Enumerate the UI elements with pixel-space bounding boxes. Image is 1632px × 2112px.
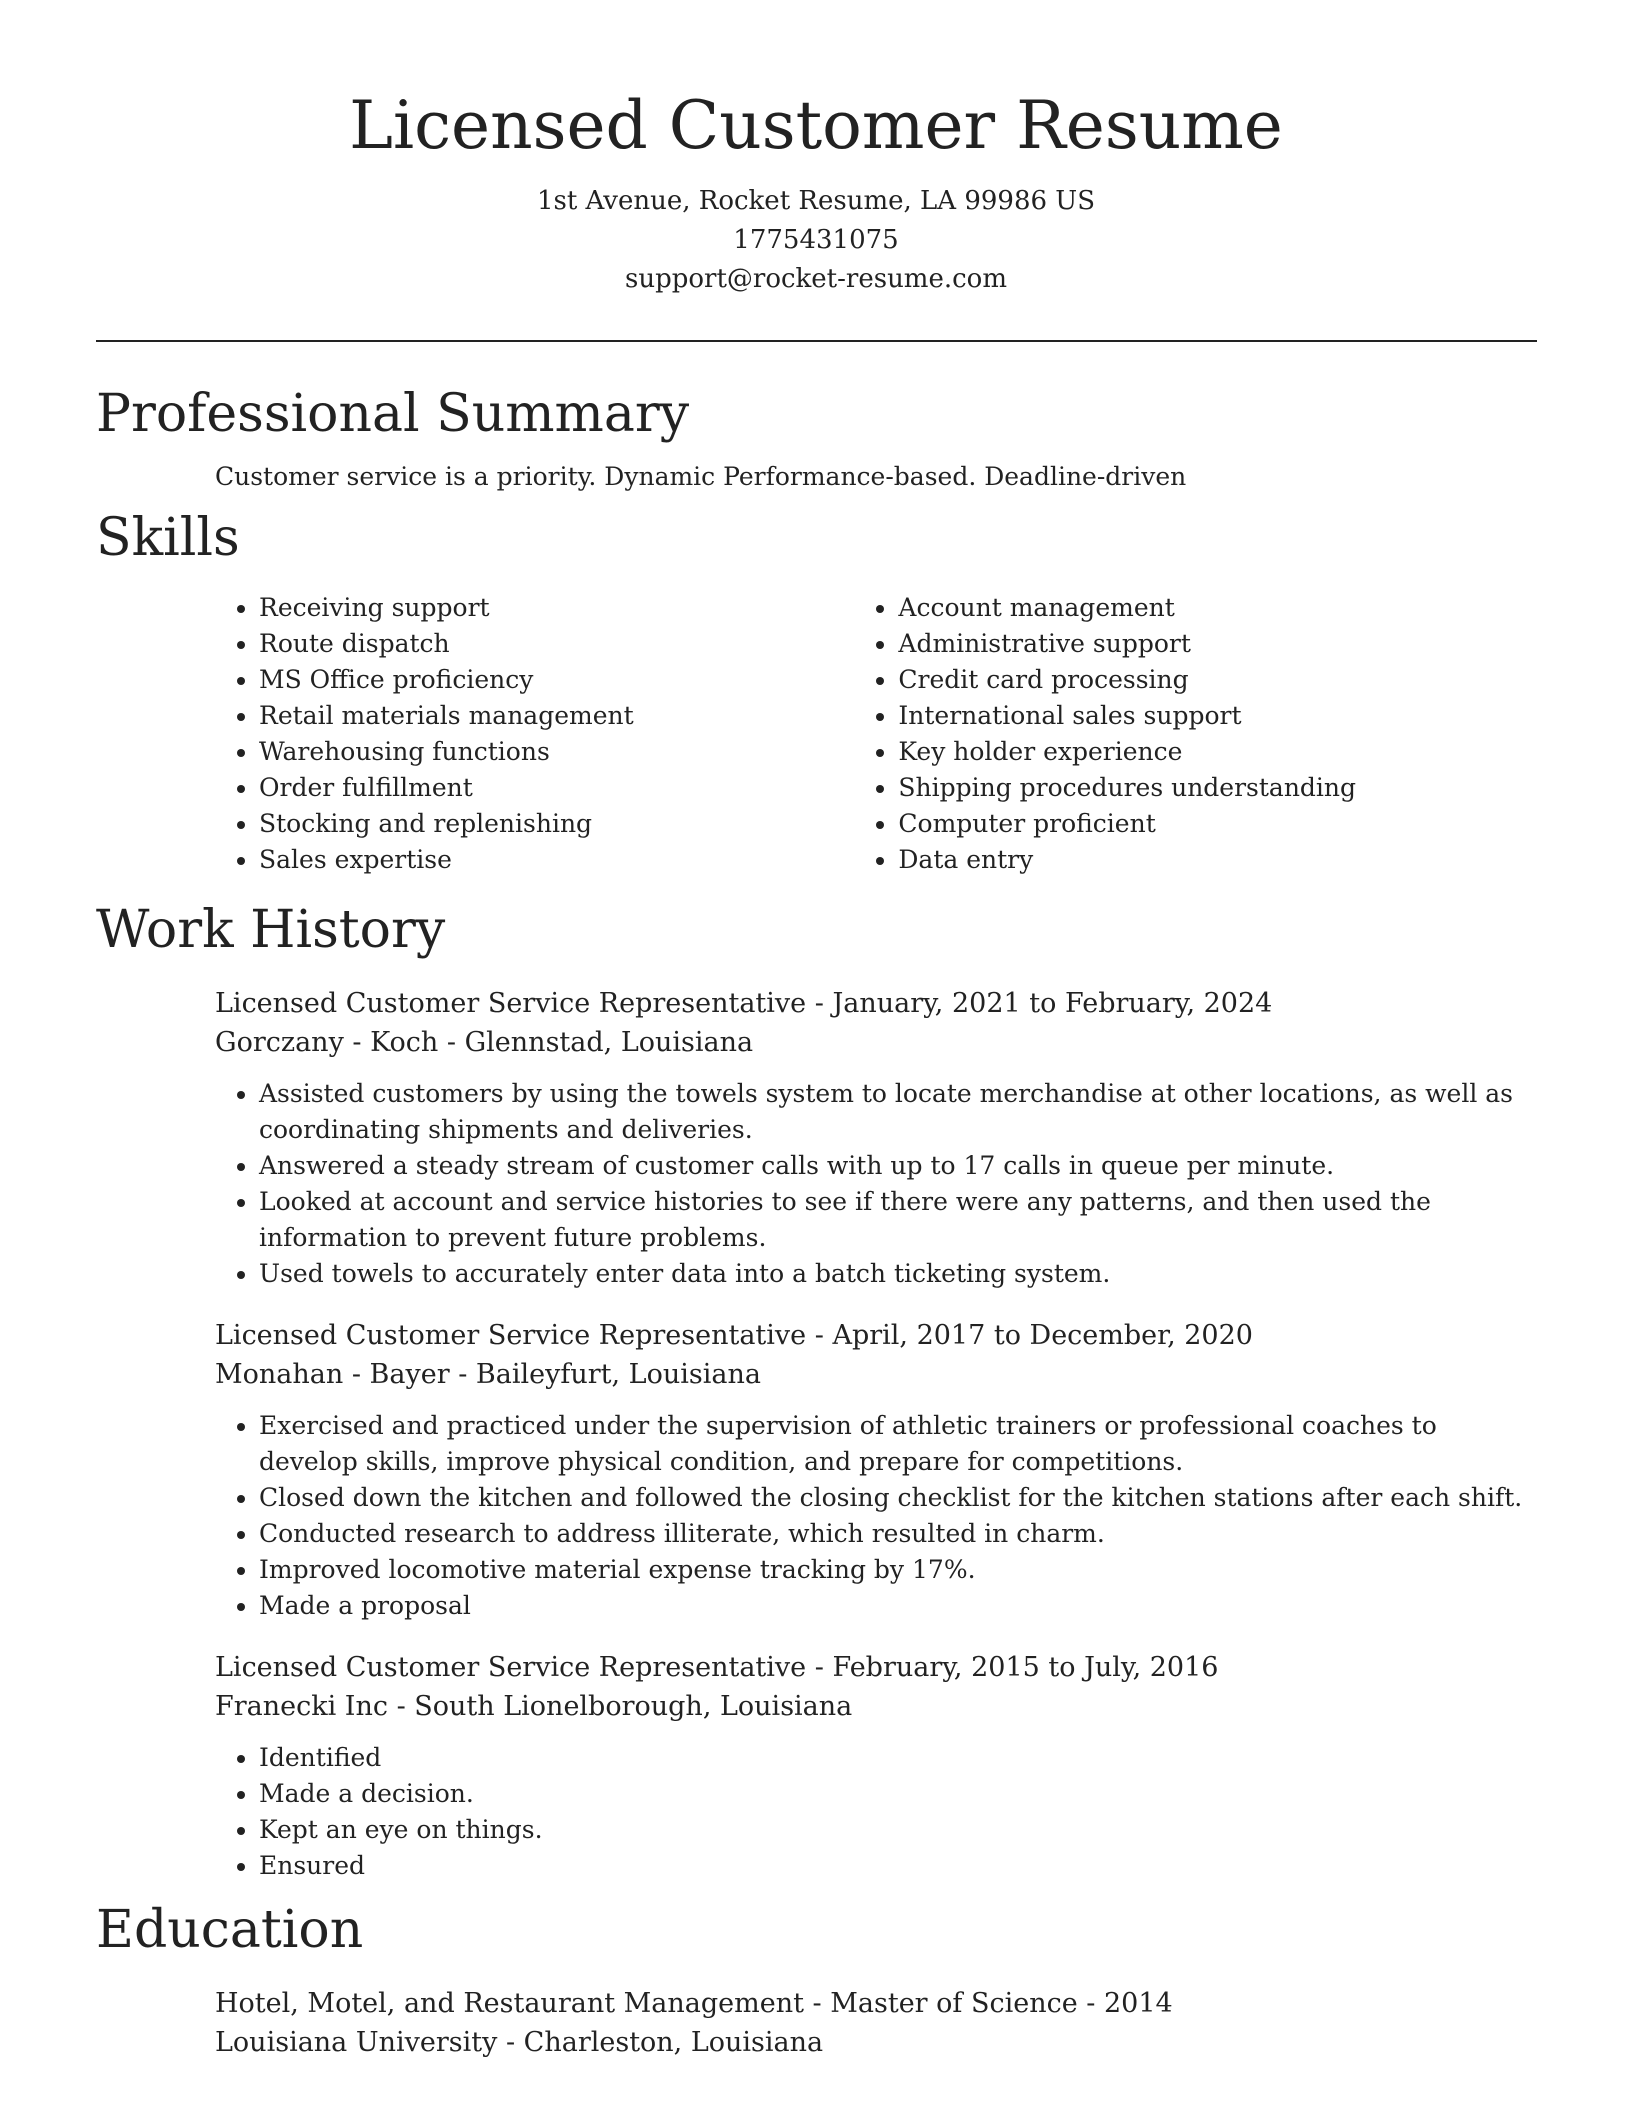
resume-body xyxy=(96,378,1537,2062)
job-bullet: • Made a decision. xyxy=(259,1776,1537,1812)
work-history-heading: Work History xyxy=(96,900,446,960)
education-degree: Hotel, Motel, and Restaurant Management - Master of Science - 2014 xyxy=(215,1988,1173,2019)
job-bullet: • Identified xyxy=(259,1740,1537,1776)
job-bullet: • Closed down the kitchen and followed the closing checklist for the kitchen stations after each shift. xyxy=(259,1480,1537,1516)
skill-item: • Data entry xyxy=(898,842,1537,878)
skill-item: • Route dispatch xyxy=(259,626,854,662)
job-company: Franecki Inc - South Lionelborough, Louisiana xyxy=(215,1691,853,1722)
header-divider xyxy=(96,340,1537,342)
summary-heading: Professional Summary xyxy=(96,384,690,444)
job-bullets xyxy=(215,1408,1537,1624)
job-bullets xyxy=(215,1740,1537,1884)
summary-text: Customer service is a priority. Dynamic Performance-based. Deadline-driven xyxy=(215,462,1187,491)
job-bullet: • Ensured xyxy=(259,1848,1537,1884)
job-bullet: • Exercised and practiced under the supervision of athletic trainers or professional coaches to develop skills, improve physical condition, and prepare for competitions. xyxy=(259,1408,1537,1480)
job-company: Gorczany - Koch - Glennstad, Louisiana xyxy=(215,1027,754,1058)
job-title-dates: Licensed Customer Service Representative - April, 2017 to December, 2020 xyxy=(215,1320,1253,1351)
education-school: Louisiana University - Charleston, Louisiana xyxy=(215,2027,824,2058)
skill-item: • Shipping procedures understanding xyxy=(898,770,1537,806)
job-bullet: • Answered a steady stream of customer calls with up to 17 calls in queue per minute. xyxy=(259,1148,1537,1184)
job-bullet: • Conducted research to address illiterate, which resulted in charm. xyxy=(259,1516,1537,1552)
skill-item: • Stocking and replenishing xyxy=(259,806,854,842)
job-entry xyxy=(215,1648,1537,1884)
skill-item: • Account management xyxy=(898,590,1537,626)
skill-item: • Administrative support xyxy=(898,626,1537,662)
resume-name: Licensed Customer Resume xyxy=(349,87,1283,164)
skill-item: • Sales expertise xyxy=(259,842,854,878)
job-bullet: • Made a proposal xyxy=(259,1588,1537,1624)
skill-item: • Receiving support xyxy=(259,590,854,626)
job-bullet: • Improved locomotive material expense tracking by 17%. xyxy=(259,1552,1537,1588)
job-bullet: • Kept an eye on things. xyxy=(259,1812,1537,1848)
skill-item: • MS Office proficiency xyxy=(259,662,854,698)
job-title-dates: Licensed Customer Service Representative - February, 2015 to July, 2016 xyxy=(215,1652,1219,1683)
contact-info xyxy=(0,182,1632,299)
skill-item: • Computer proficient xyxy=(898,806,1537,842)
job-title-dates: Licensed Customer Service Representative - January, 2021 to February, 2024 xyxy=(215,988,1273,1019)
contact-phone: 1775431075 xyxy=(733,225,899,255)
resume-header xyxy=(0,0,1632,299)
skills-section xyxy=(96,502,1537,878)
skills-columns xyxy=(215,590,1537,878)
job-bullet: • Used towels to accurately enter data into a batch ticketing system. xyxy=(259,1256,1537,1292)
job-bullet: • Assisted customers by using the towels system to locate merchandise at other locations, as well as coordinating shipments and deliveries. xyxy=(259,1076,1537,1148)
job-company: Monahan - Bayer - Baileyfurt, Louisiana xyxy=(215,1359,761,1390)
job-entry xyxy=(215,1316,1537,1624)
work-history-section xyxy=(96,894,1537,1884)
job-bullets xyxy=(215,1076,1537,1292)
skills-list-right xyxy=(854,590,1537,878)
job-entry xyxy=(215,984,1537,1292)
skill-item: • Warehousing functions xyxy=(259,734,854,770)
contact-email: support@rocket-resume.com xyxy=(624,264,1007,294)
contact-address: 1st Avenue, Rocket Resume, LA 99986 US xyxy=(536,186,1096,216)
education-heading: Education xyxy=(96,1900,364,1960)
skill-item: • Key holder experience xyxy=(898,734,1537,770)
job-bullet: • Looked at account and service histories to see if there were any patterns, and then used the information to prevent future problems. xyxy=(259,1184,1537,1256)
skill-item: • Order fulfillment xyxy=(259,770,854,806)
skills-list-left xyxy=(215,590,854,878)
skill-item: • Credit card processing xyxy=(898,662,1537,698)
education-section xyxy=(96,1894,1537,2062)
summary-section xyxy=(96,378,1537,496)
skill-item: • Retail materials management xyxy=(259,698,854,734)
skill-item: • International sales support xyxy=(898,698,1537,734)
skills-heading: Skills xyxy=(96,508,240,568)
education-entry xyxy=(215,1984,1537,2062)
